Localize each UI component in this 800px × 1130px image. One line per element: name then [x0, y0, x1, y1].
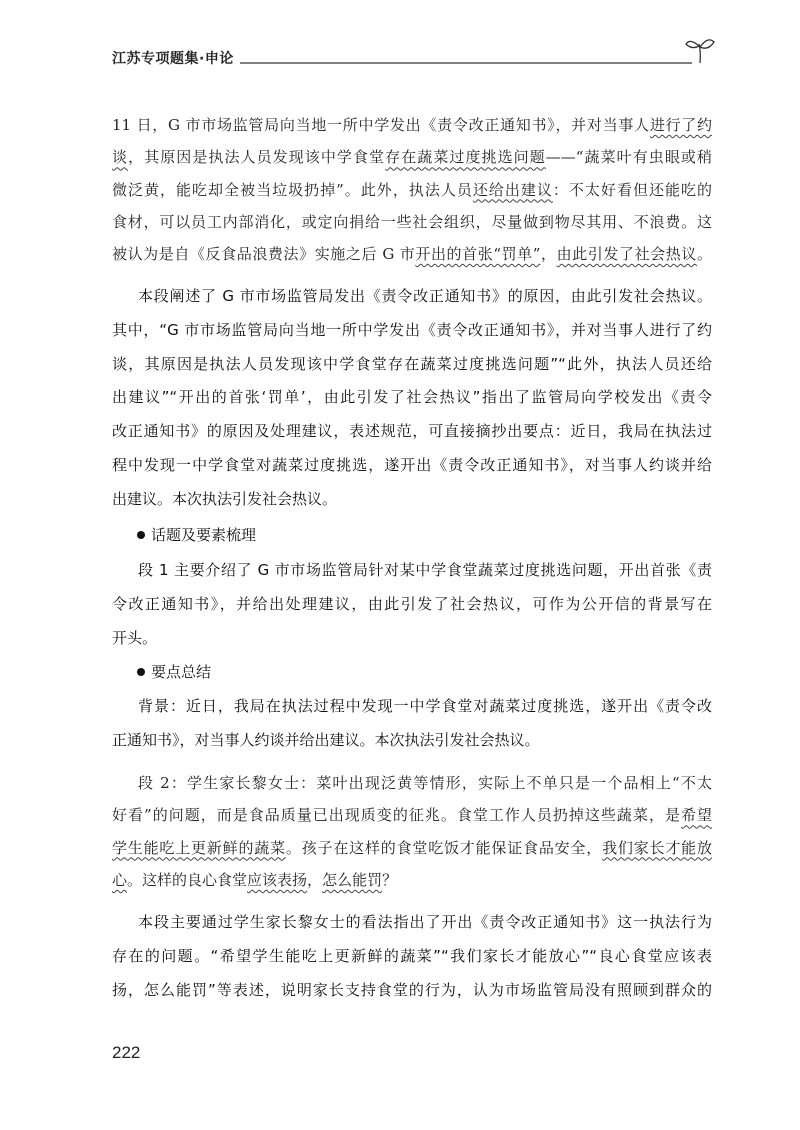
text-run: 存在的问题。“希望学生能吃上更新鲜的蔬菜”“我们家长才能放心”“良心食堂应该表: [112, 947, 712, 965]
text-run: ，其原因是执法人员发现该中学食堂: [128, 148, 386, 167]
text-run: 出建议”“开出的首张‘罚单’，由此引发了社会热议”指出了监管局向学校发出《责令: [112, 388, 712, 407]
text-line: [112, 415, 712, 449]
underlined-phrase: 开出的首张“罚单”: [415, 245, 541, 264]
text-line: [112, 723, 712, 757]
text-line: [112, 449, 712, 483]
header-rule: [0, 0, 800, 80]
underlined-phrase: 进行了约: [649, 116, 712, 134]
underlined-phrase: 还给出建议: [472, 180, 553, 199]
bullet-icon: [137, 668, 145, 676]
text-line: [112, 109, 712, 141]
text-run: 好看”的问题，而是食品质量已出现质变的征兆。食堂工作人员扔掉这些蔬菜，是: [112, 806, 681, 825]
underlined-phrase: 学生能吃上更新鲜的蔬菜: [112, 838, 286, 857]
text-run: ：不太好看但还能吃的: [552, 180, 712, 199]
excerpt-paragraph-2: [112, 767, 712, 896]
sprout-icon: [686, 40, 714, 63]
text-run: 。孩子在这样的食堂吃饭才能保证食品安全，: [285, 838, 603, 857]
text-line: [112, 280, 712, 314]
text-run: ，: [307, 870, 323, 889]
text-run: 程中发现一中学食堂对蔬菜过度挑选，遂开出《责令改正通知书》，对当事人约谈并给: [112, 455, 712, 474]
text-line: [112, 381, 712, 415]
text-run: 背景：近日，我局在执法过程中发现一中学食堂对蔬菜过度挑选，遂开出《责令改: [138, 697, 712, 715]
text-line: [112, 621, 712, 655]
section-heading-summary: [137, 655, 211, 689]
text-run: 食材，可以员工内部消化，或定向捐给一些社会组织，尽量做到物尽其用、不浪费。这: [112, 212, 712, 231]
text-line: [112, 141, 712, 173]
bullet-icon: [137, 531, 145, 539]
text-run: ？: [382, 870, 398, 889]
underlined-phrase: 怎么能罚: [322, 870, 383, 889]
heading-label: 话题及要素梳理: [151, 526, 257, 544]
text-run: 被认为是自《反食品浪费法》实施之后 G 市: [112, 245, 416, 264]
text-run: 扬，怎么能罚”等表述，说明家长支持食堂的行为，认为市场监管局没有照顾到群众的: [112, 981, 712, 999]
summary-paragraph: [112, 689, 712, 757]
text-run: 段 2：学生家长黎女士：菜叶出现泛黄等情形，实际上不单只是一个品相上“不太: [138, 774, 712, 792]
underlined-phrase: 谈: [112, 148, 129, 167]
text-line: [112, 483, 712, 517]
book-title: 江苏专项题集·申论: [112, 51, 234, 67]
underlined-phrase: 我们家长才能放: [602, 838, 712, 857]
text-line: [112, 348, 712, 382]
text-line: [112, 206, 712, 238]
text-run: 本段阐述了 G 市市场监管局发出《责令改正通知书》的原因，由此引发社会热议。: [138, 287, 712, 305]
analysis-paragraph-1: [112, 280, 712, 517]
underlined-phrase: 应该表扬: [247, 870, 308, 889]
text-run: 正通知书》，对当事人约谈并给出建议。本次执法引发社会热议。: [112, 731, 540, 749]
excerpt-paragraph-1: [112, 109, 712, 270]
text-line: [112, 174, 712, 206]
underlined-phrase: 希望: [680, 806, 712, 825]
text-run: 出建议。本次执法引发社会热议。: [112, 489, 338, 508]
text-line: [112, 939, 712, 973]
text-run: ，: [540, 245, 557, 264]
text-line: [112, 587, 712, 621]
text-line: [112, 553, 712, 587]
underlined-phrase: 存在蔬菜过度挑选问题: [385, 148, 546, 167]
text-run: 谈，其原因是执法人员发现该中学食堂存在蔬菜过度挑选问题”“此外，执法人员还给: [112, 354, 712, 373]
text-run: 段 1 主要介绍了 G 市市场监管局针对某中学食堂蔬菜过度挑选问题，开出首张《责: [138, 561, 712, 579]
text-line: [112, 832, 712, 864]
heading-label: 要点总结: [151, 663, 212, 681]
text-line: [112, 689, 712, 723]
text-run: ——“蔬菜叶有虫眼或稍: [545, 148, 712, 167]
page-number: 222: [112, 1043, 141, 1062]
underlined-phrase: 心: [112, 870, 128, 889]
section-heading-topic: [137, 518, 256, 552]
analysis-paragraph-2: [112, 905, 712, 1007]
text-line: [112, 314, 712, 348]
text-run: 开头。: [112, 629, 158, 647]
text-run: 微泛黄，能吃却全被当垃圾扔掉”。此外，执法人员: [112, 180, 473, 199]
text-run: 本段主要通过学生家长黎女士的看法指出了开出《责令改正通知书》这一执法行为: [138, 913, 712, 931]
topic-paragraph: [112, 553, 712, 655]
text-line: [112, 905, 712, 939]
text-line: [112, 864, 712, 896]
text-run: 令改正通知书》，并给出处理建议，由此引发了社会热议，可作为公开信的背景写在: [112, 595, 712, 613]
text-run: 。: [696, 245, 712, 264]
underlined-phrase: 由此引发了社会热议: [556, 245, 697, 264]
text-line: [112, 238, 712, 270]
text-line: [112, 767, 712, 799]
text-line: [112, 973, 712, 1007]
text-line: [112, 799, 712, 831]
text-run: 。这样的良心食堂: [127, 870, 248, 889]
text-run: 11 日，G 市市场监管局向当地一所中学发出《责令改正通知书》，并对当事人: [112, 116, 650, 134]
text-run: 改正通知书》的原因及处理建议，表述规范，可直接摘抄出要点：近日，我局在执法过: [112, 422, 712, 441]
text-run: 其中，“G 市市场监管局向当地一所中学发出《责令改正通知书》，并对当事人进行了约: [112, 320, 712, 339]
